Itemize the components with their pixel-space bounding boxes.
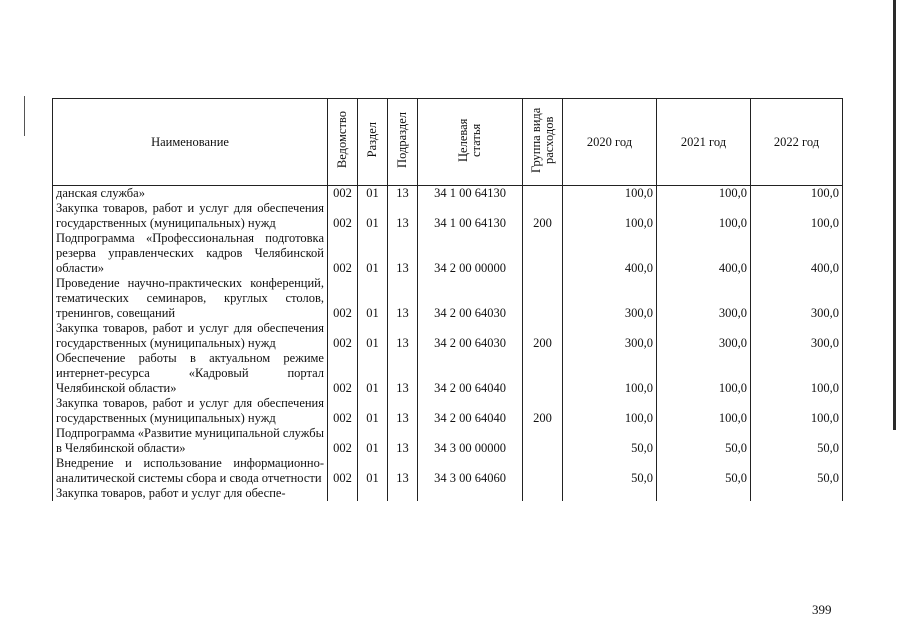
row-2022: 400,0 (751, 231, 843, 276)
row-vedomstvo: 002 (328, 276, 358, 321)
row-podrazdel: 13 (388, 276, 418, 321)
row-2020: 100,0 (563, 201, 657, 231)
table-row (53, 276, 843, 321)
row-name: Закупка товаров, работ и услуг для обеспечения государственных (муниципальных) нужд (53, 321, 328, 351)
row-2020: 300,0 (563, 321, 657, 351)
row-gruppa (523, 276, 563, 321)
row-tselevaya: 34 1 00 64130 (418, 201, 523, 231)
row-2020 (563, 486, 657, 501)
row-2022: 100,0 (751, 396, 843, 426)
row-2021 (657, 486, 751, 501)
scan-margin-mark (24, 96, 25, 136)
header-razdel: Раздел (358, 99, 388, 186)
row-name: Подпрограмма «Развитие муниципальной службы в Челябинской области» (53, 426, 328, 456)
row-2021: 100,0 (657, 351, 751, 396)
row-gruppa (523, 456, 563, 486)
row-vedomstvo: 002 (328, 426, 358, 456)
row-vedomstvo: 002 (328, 351, 358, 396)
row-razdel (358, 486, 388, 501)
table-row (53, 351, 843, 396)
row-name: Внедрение и использование информационно-аналитической системы сбора и свода отчетности (53, 456, 328, 486)
row-vedomstvo: 002 (328, 201, 358, 231)
row-tselevaya: 34 3 00 00000 (418, 426, 523, 456)
row-podrazdel: 13 (388, 186, 418, 202)
row-tselevaya (418, 486, 523, 501)
row-2022: 100,0 (751, 351, 843, 396)
row-2020: 400,0 (563, 231, 657, 276)
row-gruppa (523, 426, 563, 456)
row-2021: 300,0 (657, 321, 751, 351)
row-2020: 50,0 (563, 456, 657, 486)
header-2021: 2021 год (657, 99, 751, 186)
row-2022 (751, 486, 843, 501)
row-2022: 50,0 (751, 456, 843, 486)
row-razdel: 01 (358, 201, 388, 231)
row-gruppa (523, 351, 563, 396)
row-vedomstvo: 002 (328, 456, 358, 486)
row-razdel: 01 (358, 456, 388, 486)
header-2020: 2020 год (563, 99, 657, 186)
row-2021: 50,0 (657, 456, 751, 486)
row-tselevaya: 34 3 00 64060 (418, 456, 523, 486)
row-vedomstvo: 002 (328, 396, 358, 426)
table-row (53, 486, 843, 501)
row-name: Закупка товаров, работ и услуг для обеспечения государственных (муниципальных) нужд (53, 201, 328, 231)
row-name: Подпрограмма «Профессиональная подготовка резерва управленческих кадров Челябинской области» (53, 231, 328, 276)
row-2022: 100,0 (751, 186, 843, 202)
row-razdel: 01 (358, 276, 388, 321)
table-row (53, 456, 843, 486)
row-podrazdel: 13 (388, 456, 418, 486)
row-podrazdel: 13 (388, 231, 418, 276)
row-2021: 100,0 (657, 201, 751, 231)
row-podrazdel: 13 (388, 201, 418, 231)
header-podrazdel: Подраздел (388, 99, 418, 186)
row-gruppa (523, 486, 563, 501)
row-2021: 100,0 (657, 186, 751, 202)
row-podrazdel: 13 (388, 396, 418, 426)
row-podrazdel: 13 (388, 351, 418, 396)
row-gruppa (523, 186, 563, 202)
table-body (53, 186, 843, 502)
scan-page-edge (893, 0, 896, 430)
table-row (53, 396, 843, 426)
row-2021: 300,0 (657, 276, 751, 321)
row-name: Закупка товаров, работ и услуг для обеспе- (53, 486, 328, 501)
row-2022: 300,0 (751, 321, 843, 351)
row-gruppa: 200 (523, 201, 563, 231)
header-vedomstvo: Ведомство (328, 99, 358, 186)
table-header-row (53, 99, 843, 186)
row-2020: 100,0 (563, 351, 657, 396)
row-name: Обеспечение работы в актуальном режиме интернет-ресурса «Кадровый портал Челябинской области» (53, 351, 328, 396)
row-gruppa (523, 231, 563, 276)
row-name: данская служба» (53, 186, 328, 202)
row-podrazdel (388, 486, 418, 501)
row-razdel: 01 (358, 351, 388, 396)
header-tselevaya: Целевая статья (418, 99, 523, 186)
budget-table (52, 98, 843, 501)
header-gruppa: Группа вида расходов (523, 99, 563, 186)
row-2021: 100,0 (657, 396, 751, 426)
row-podrazdel: 13 (388, 426, 418, 456)
row-2022: 300,0 (751, 276, 843, 321)
row-razdel: 01 (358, 426, 388, 456)
header-2022: 2022 год (751, 99, 843, 186)
table-row (53, 426, 843, 456)
table-row (53, 186, 843, 202)
row-2020: 300,0 (563, 276, 657, 321)
row-2020: 100,0 (563, 186, 657, 202)
row-razdel: 01 (358, 231, 388, 276)
row-tselevaya: 34 2 00 64040 (418, 351, 523, 396)
row-razdel: 01 (358, 186, 388, 202)
row-tselevaya: 34 1 00 64130 (418, 186, 523, 202)
table-row (53, 201, 843, 231)
row-name: Проведение научно-практических конференций, тематических семинаров, круглых столов, тренингов, совещаний (53, 276, 328, 321)
row-2020: 50,0 (563, 426, 657, 456)
row-2020: 100,0 (563, 396, 657, 426)
table-row (53, 321, 843, 351)
row-podrazdel: 13 (388, 321, 418, 351)
row-vedomstvo: 002 (328, 186, 358, 202)
row-tselevaya: 34 2 00 64040 (418, 396, 523, 426)
table-row (53, 231, 843, 276)
row-2022: 100,0 (751, 201, 843, 231)
row-vedomstvo: 002 (328, 231, 358, 276)
row-2022: 50,0 (751, 426, 843, 456)
page-number: 399 (812, 602, 832, 617)
row-vedomstvo: 002 (328, 321, 358, 351)
row-razdel: 01 (358, 396, 388, 426)
row-gruppa: 200 (523, 396, 563, 426)
row-2021: 50,0 (657, 426, 751, 456)
header-name: Наименование (53, 99, 328, 186)
row-tselevaya: 34 2 00 64030 (418, 321, 523, 351)
row-name: Закупка товаров, работ и услуг для обеспечения государственных (муниципальных) нужд (53, 396, 328, 426)
row-tselevaya: 34 2 00 00000 (418, 231, 523, 276)
row-razdel: 01 (358, 321, 388, 351)
row-gruppa: 200 (523, 321, 563, 351)
row-tselevaya: 34 2 00 64030 (418, 276, 523, 321)
row-vedomstvo (328, 486, 358, 501)
row-2021: 400,0 (657, 231, 751, 276)
